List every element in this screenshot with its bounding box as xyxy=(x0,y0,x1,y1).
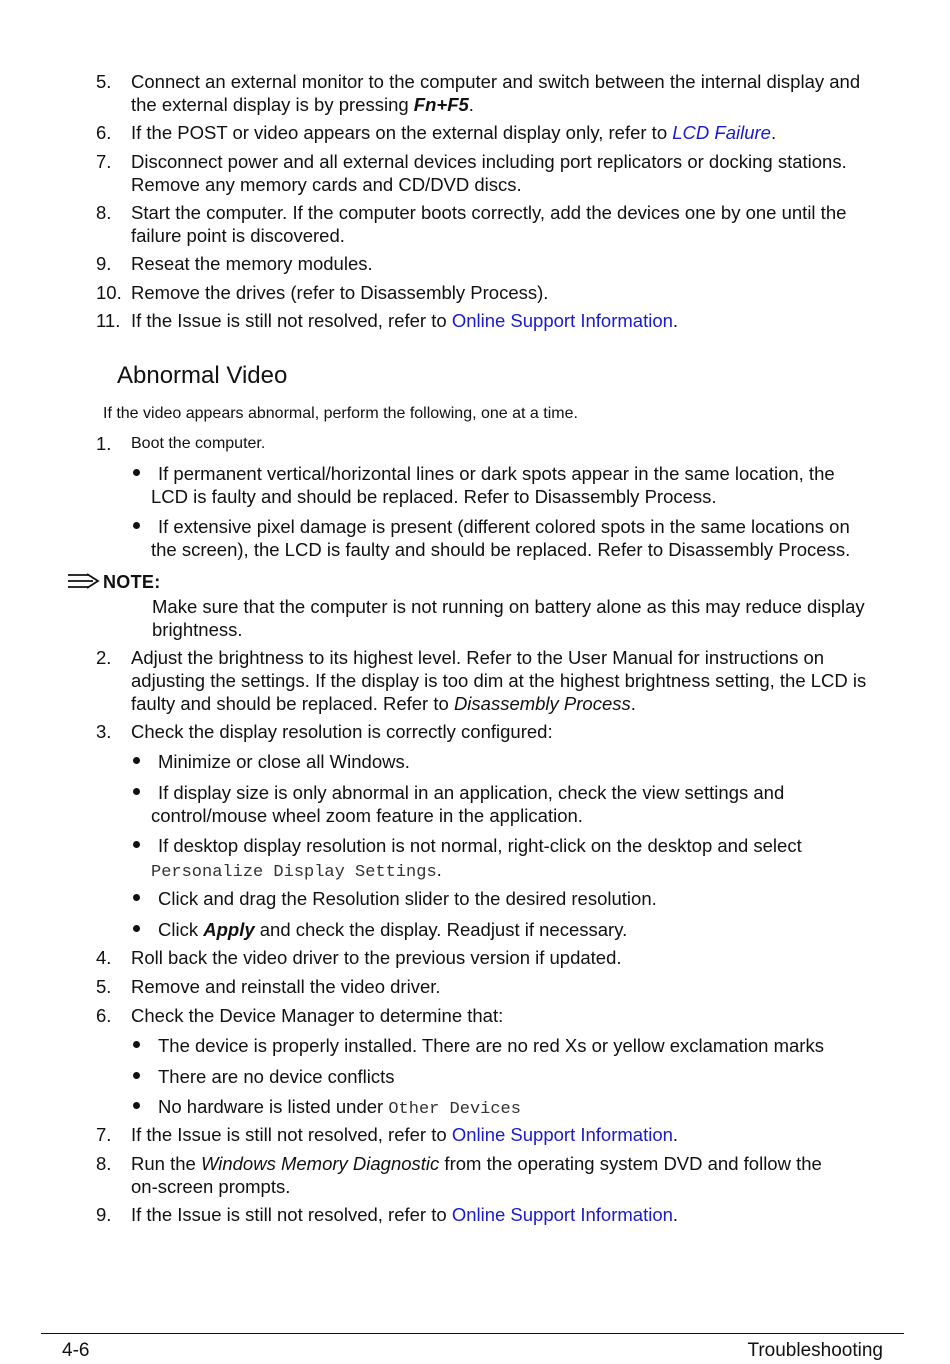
bullet-text: If extensive pixel damage is present (different colored spots in the same locations on xyxy=(158,516,850,537)
bullet-text: If display size is only abnormal in an application, check the view settings and xyxy=(158,782,785,803)
list-number: 9. xyxy=(96,1204,112,1225)
online-support-link[interactable]: Online Support Information xyxy=(451,1124,673,1145)
list-text: Start the computer. If the computer boots correctly, add the devices one by one until the xyxy=(131,202,847,223)
note-text: brightness. xyxy=(152,619,243,640)
note-label: NOTE: xyxy=(103,572,161,592)
menu-path: Personalize Display Settings xyxy=(151,863,437,882)
step-text: Boot the computer. xyxy=(131,435,266,452)
bullet-icon xyxy=(133,894,140,901)
list-text: Remove any memory cards and CD/DVD discs. xyxy=(131,174,522,195)
list-number: 9. xyxy=(96,253,112,274)
bullet-text: LCD is faulty and should be replaced. Refer to Disassembly Process. xyxy=(151,486,717,507)
bullet-icon xyxy=(133,788,140,795)
bullet-text: The device is properly installed. There are no red Xs or yellow exclamation marks xyxy=(158,1035,824,1056)
page-number: 4-6 xyxy=(62,1340,90,1361)
list-text: If the Issue is still not resolved, refer to Online Support Information. xyxy=(131,310,679,331)
bullet-text: If desktop display resolution is not normal, right-click on the desktop and select xyxy=(158,835,802,856)
step-text: on-screen prompts. xyxy=(131,1176,291,1197)
bullet-icon xyxy=(133,925,140,932)
list-number: 5. xyxy=(96,71,112,92)
step-text: Check the display resolution is correctly configured: xyxy=(131,721,553,742)
online-support-link[interactable]: Online Support Information xyxy=(451,310,673,331)
section-intro: If the video appears abnormal, perform the following, one at a time. xyxy=(103,405,578,422)
list-number: 8. xyxy=(96,1153,112,1174)
step-text: faulty and should be replaced. Refer to Disassembly Process. xyxy=(131,693,636,714)
step-text: Remove and reinstall the video driver. xyxy=(131,976,441,997)
bullet-text: control/mouse wheel zoom feature in the application. xyxy=(151,805,583,826)
list-number: 1. xyxy=(96,433,112,454)
bullet-text: Minimize or close all Windows. xyxy=(158,751,410,772)
step-text: Roll back the video driver to the previous version if updated. xyxy=(131,947,622,968)
bullet-text: the screen), the LCD is faulty and should be replaced. Refer to Disassembly Process. xyxy=(151,539,851,560)
list-number: 6. xyxy=(96,122,112,143)
list-text: the external display is by pressing Fn+F5. xyxy=(131,94,474,115)
step-text: adjusting the settings. If the display is too dim at the highest brightness setting, the LCD is xyxy=(131,670,867,691)
bullet-icon xyxy=(133,841,140,848)
step-text: Adjust the brightness to its highest level. Refer to the User Manual for instructions on xyxy=(131,647,825,668)
list-text: failure point is discovered. xyxy=(131,225,345,246)
bullet-text: There are no device conflicts xyxy=(158,1066,395,1087)
bullet-text: If permanent vertical/horizontal lines or dark spots appear in the same location, the xyxy=(158,463,835,484)
chapter-title: Troubleshooting xyxy=(747,1340,883,1361)
online-support-link[interactable]: Online Support Information xyxy=(451,1204,673,1225)
note-arrow-icon xyxy=(67,573,101,589)
list-number: 10. xyxy=(96,282,122,303)
list-text: If the POST or video appears on the external display only, refer to LCD Failure. xyxy=(131,122,777,143)
list-number: 2. xyxy=(96,647,112,668)
step-text: If the Issue is still not resolved, refer to Online Support Information. xyxy=(131,1204,679,1225)
keyboard-shortcut: Fn+F5 xyxy=(413,94,469,115)
list-number: 7. xyxy=(96,151,112,172)
list-number: 7. xyxy=(96,1124,112,1145)
list-text: Disconnect power and all external devices including port replicators or docking stations. xyxy=(131,151,847,172)
bullet-text: No hardware is listed under Other Devices xyxy=(158,1096,521,1119)
step-text: Run the Windows Memory Diagnostic from the operating system DVD and follow the xyxy=(131,1153,822,1174)
step-text: If the Issue is still not resolved, refer to Online Support Information. xyxy=(131,1124,679,1145)
section-heading: Abnormal Video xyxy=(117,362,288,389)
list-number: 4. xyxy=(96,947,112,968)
bullet-icon xyxy=(133,757,140,764)
lcd-failure-link[interactable]: LCD Failure xyxy=(672,122,771,143)
list-text: Remove the drives (refer to Disassembly Process). xyxy=(131,282,549,303)
bullet-text: Click Apply and check the display. Readjust if necessary. xyxy=(158,919,628,940)
device-category: Other Devices xyxy=(388,1100,521,1119)
bullet-icon xyxy=(133,522,140,529)
bullet-icon xyxy=(133,469,140,476)
list-number: 8. xyxy=(96,202,112,223)
step-text: Check the Device Manager to determine that: xyxy=(131,1005,504,1026)
list-text: Connect an external monitor to the computer and switch between the internal display and xyxy=(131,71,861,92)
footer-divider xyxy=(41,1333,904,1334)
list-text: Reseat the memory modules. xyxy=(131,253,373,274)
list-number: 6. xyxy=(96,1005,112,1026)
bullet-icon xyxy=(133,1102,140,1109)
bullet-text: Personalize Display Settings. xyxy=(151,859,442,882)
bullet-text: Click and drag the Resolution slider to the desired resolution. xyxy=(158,888,657,909)
bullet-icon xyxy=(133,1041,140,1048)
apply-button-label: Apply xyxy=(203,919,255,940)
list-number: 3. xyxy=(96,721,112,742)
list-number: 5. xyxy=(96,976,112,997)
note-text: Make sure that the computer is not running on battery alone as this may reduce display xyxy=(152,596,865,617)
bullet-icon xyxy=(133,1072,140,1079)
list-number: 11. xyxy=(96,310,121,331)
